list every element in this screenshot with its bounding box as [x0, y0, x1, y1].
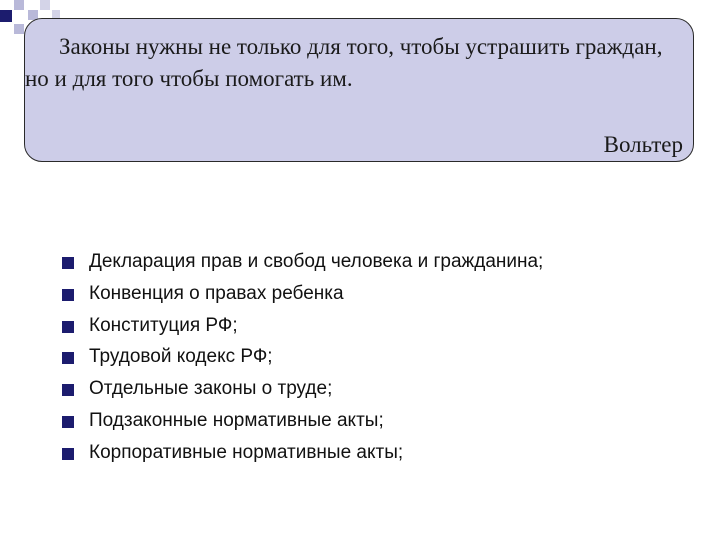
list-item [62, 310, 543, 342]
list-item [62, 246, 543, 278]
square-bullet-icon [62, 384, 74, 396]
square-bullet-icon [62, 448, 74, 460]
list-item [62, 341, 543, 373]
list-item [62, 405, 543, 437]
list-item-label: Конституция РФ; [89, 314, 238, 336]
list-item-label: Отдельные законы о труде; [89, 378, 333, 400]
square-bullet-icon [62, 257, 74, 269]
square-bullet-icon [62, 352, 74, 364]
square-bullet-icon [62, 416, 74, 428]
list-item-label: Корпоративные нормативные акты; [89, 441, 404, 463]
legal-documents-list [62, 246, 543, 469]
quote-author: Вольтер [603, 132, 683, 157]
list-item [62, 278, 543, 310]
quote-box [24, 18, 694, 162]
list-item-label: Подзаконные нормативные акты; [89, 409, 384, 431]
square-bullet-icon [62, 289, 74, 301]
quote-text: Законы нужны не только для того, чтобы устрашить граждан, но и для того чтобы помогать им. [25, 34, 663, 91]
list-item-label: Конвенция о правах ребенка [89, 282, 344, 304]
list-item [62, 373, 543, 405]
list-item [62, 437, 543, 469]
list-item-label: Трудовой кодекс РФ; [89, 346, 273, 368]
list-item-label: Декларация прав и свобод человека и гражданина; [89, 251, 544, 272]
square-bullet-icon [62, 321, 74, 333]
